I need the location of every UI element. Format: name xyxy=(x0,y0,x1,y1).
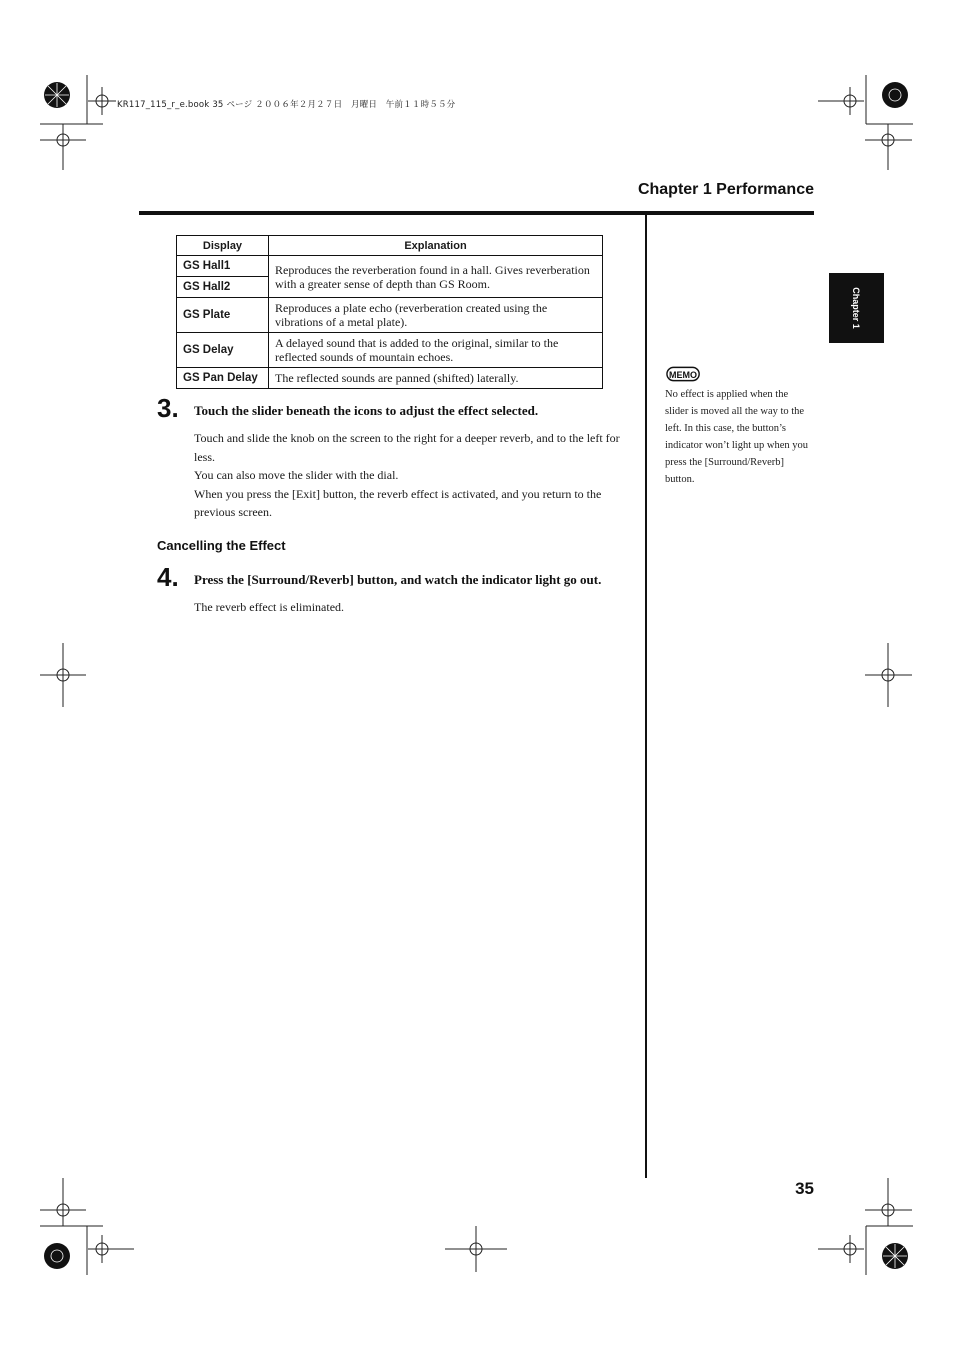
explanation-cell: The reflected sounds are panned (shifted) laterally. xyxy=(269,368,603,389)
step-4-instruction: Press the [Surround/Reverb] button, and watch the indicator light go out. xyxy=(194,572,602,587)
header-rule xyxy=(139,211,814,215)
display-cell: GS Hall1 xyxy=(177,256,269,277)
display-cell: GS Delay xyxy=(177,333,269,368)
display-cell: GS Plate xyxy=(177,298,269,333)
display-cell: GS Hall2 xyxy=(177,277,269,298)
step-3-paragraph: When you press the [Exit] button, the reverb effect is activated, and you return to the previous screen. xyxy=(194,486,602,519)
step-3-body xyxy=(194,429,634,522)
table-row xyxy=(177,256,603,277)
memo-text: No effect is applied when the slider is moved all the way to the left. In this case, the button’s indicator won’t light up when you press the [Surround/Reverb] button. xyxy=(665,389,808,485)
table-header-row xyxy=(177,236,603,256)
reverb-effects-table xyxy=(176,235,603,389)
print-header: KR117_115_r_e.book 35 ページ ２００６年２月２７日 月曜日 午前１１時５５分 xyxy=(117,100,456,110)
section-heading: Cancelling the Effect xyxy=(157,538,286,553)
explanation-cell: Reproduces a plate echo (reverberation created using the vibrations of a metal plate). xyxy=(269,298,603,333)
column-header-explanation: Explanation xyxy=(269,236,603,256)
step-4-body xyxy=(194,598,634,617)
chapter-heading: Chapter 1 Performance xyxy=(637,181,814,198)
column-header-display: Display xyxy=(177,236,269,256)
display-cell: GS Pan Delay xyxy=(177,368,269,389)
explanation-cell: A delayed sound that is added to the original, similar to the reflected sounds of mountain echoes. xyxy=(269,333,603,368)
chapter-tab xyxy=(829,273,884,343)
step-3-instruction: Touch the slider beneath the icons to adjust the effect selected. xyxy=(194,403,539,418)
page-number: 35 xyxy=(795,1179,814,1198)
step-3-paragraph: Touch and slide the knob on the screen to the right for a deeper reverb, and to the left for less. xyxy=(194,431,620,464)
step-3-paragraph: You can also move the slider with the dial. xyxy=(194,468,399,482)
step-4-number: 4. xyxy=(157,562,179,592)
table-row xyxy=(177,298,603,333)
table-row xyxy=(177,368,603,389)
step-4-paragraph: The reverb effect is eliminated. xyxy=(194,600,345,614)
memo-badge-label: MEMO xyxy=(669,369,698,380)
explanation-cell: Reproduces the reverberation found in a hall. Gives reverberation with a greater sense of depth than GS Room. xyxy=(269,256,603,298)
memo-icon xyxy=(666,366,702,382)
column-divider xyxy=(645,215,647,1178)
step-3-number: 3. xyxy=(157,393,179,423)
chapter-tab-label: Chapter 1 xyxy=(851,287,861,329)
table-row xyxy=(177,333,603,368)
